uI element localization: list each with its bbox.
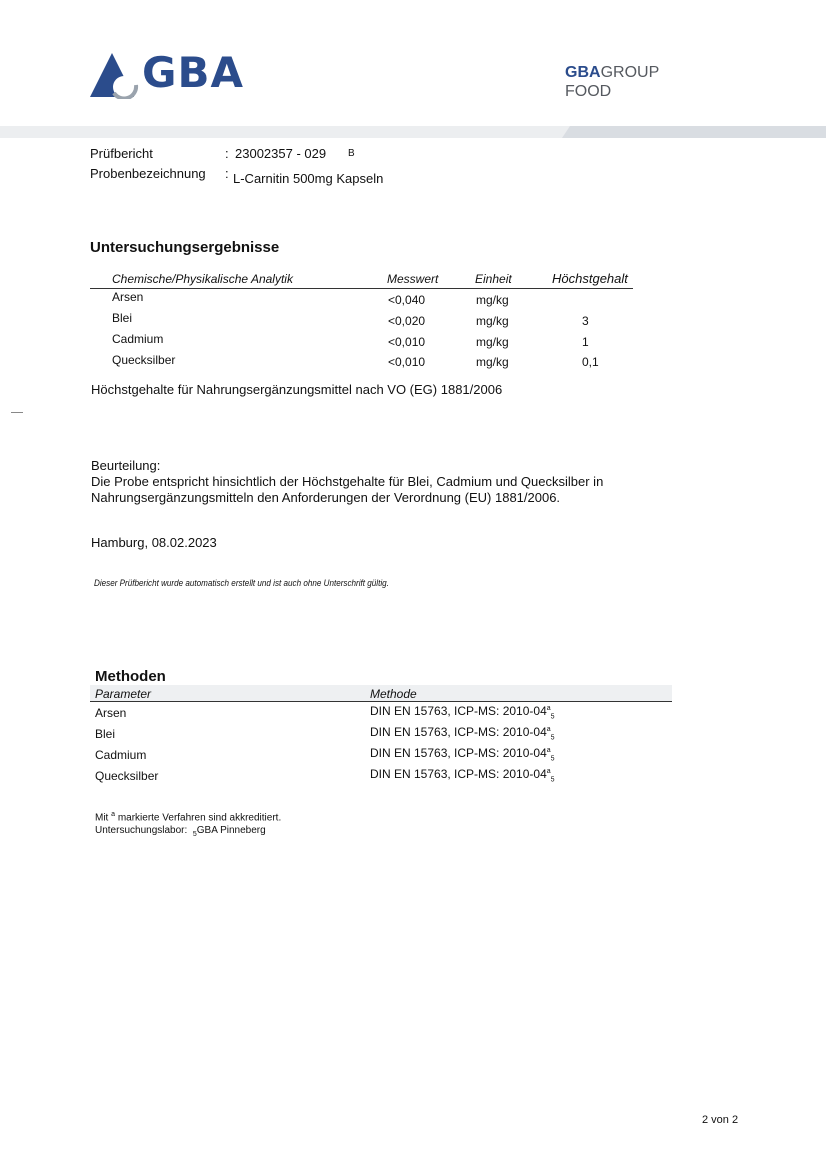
report-number: 23002357 - 029 bbox=[235, 146, 327, 161]
method-param: Arsen bbox=[95, 706, 127, 720]
result-param: Blei bbox=[112, 311, 133, 325]
result-unit: mg/kg bbox=[476, 314, 509, 328]
header-band-accent bbox=[562, 126, 826, 138]
result-value: <0,010 bbox=[388, 335, 426, 349]
gba-group-brand bbox=[565, 64, 659, 82]
result-max: 3 bbox=[582, 314, 589, 328]
group-brand-bold: GBA bbox=[565, 64, 601, 81]
group-division: FOOD bbox=[565, 83, 612, 100]
group-brand-rest: GROUP bbox=[600, 64, 660, 81]
method-param: Blei bbox=[95, 727, 116, 741]
result-unit: mg/kg bbox=[476, 335, 509, 349]
report-suffix: B bbox=[348, 148, 355, 159]
assessment-line-1: Die Probe entspricht hinsichtlich der Höchstgehalte für Blei, Cadmium und Quecksilber in bbox=[91, 474, 604, 489]
method-param: Quecksilber bbox=[95, 769, 159, 783]
auto-generated-note: Dieser Prüfbericht wurde automatisch erstellt und ist auch ohne Unterschrift gültig. bbox=[94, 578, 389, 588]
results-heading: Untersuchungsergebnisse bbox=[90, 239, 280, 256]
gba-logo-text: GBA bbox=[142, 48, 244, 97]
sample-name: L-Carnitin 500mg Kapseln bbox=[233, 171, 384, 186]
gba-logo bbox=[90, 48, 260, 102]
method-text: DIN EN 15763, ICP-MS: $2010-04^a_5$ bbox=[370, 704, 555, 721]
result-unit: mg/kg bbox=[476, 355, 509, 369]
result-value: <0,020 bbox=[388, 314, 426, 328]
col-einheit: Einheit bbox=[475, 272, 512, 286]
separator-1: : bbox=[225, 146, 229, 161]
results-header-rule bbox=[90, 288, 633, 289]
fold-mark bbox=[11, 412, 23, 413]
result-value: <0,040 bbox=[388, 293, 426, 307]
results-note: Höchstgehalte für Nahrungsergänzungsmittel nach VO (EG) 1881/2006 bbox=[91, 382, 503, 397]
assessment-label: Beurteilung: bbox=[91, 458, 161, 473]
result-param: Quecksilber bbox=[112, 353, 176, 367]
label-pruefbericht: Prüfbericht bbox=[90, 146, 153, 161]
col-analytik: Chemische/Physikalische Analytik bbox=[112, 272, 293, 286]
lab-footnote: Untersuchungslabor: $_5$GBA Pinneberg bbox=[95, 825, 266, 838]
col-hoechstgehalt: Höchstgehalt bbox=[552, 271, 628, 286]
method-text: DIN EN 15763, ICP-MS: $2010-04^a_5$ bbox=[370, 767, 555, 784]
method-text: DIN EN 15763, ICP-MS: $2010-04^a_5$ bbox=[370, 725, 555, 742]
result-unit: mg/kg bbox=[476, 293, 509, 307]
result-max: 1 bbox=[582, 335, 589, 349]
method-text: DIN EN 15763, ICP-MS: $2010-04^a_5$ bbox=[370, 746, 555, 763]
result-max: 0,1 bbox=[582, 355, 599, 369]
result-param: Arsen bbox=[112, 290, 144, 304]
methods-heading: Methoden bbox=[95, 668, 166, 685]
method-param: Cadmium bbox=[95, 748, 147, 762]
separator-2: : bbox=[225, 166, 229, 181]
col-messwert: Messwert bbox=[387, 272, 439, 286]
gba-logo-mark-icon bbox=[90, 53, 142, 99]
place-date: Hamburg, 08.02.2023 bbox=[91, 535, 217, 550]
page-number: 2 von 2 bbox=[702, 1114, 739, 1126]
methods-col-parameter: Parameter bbox=[95, 687, 152, 701]
label-probenbezeichnung: Probenbezeichnung bbox=[90, 166, 206, 181]
methods-header-rule bbox=[90, 701, 672, 702]
result-param: Cadmium bbox=[112, 332, 164, 346]
result-value: <0,010 bbox=[388, 355, 426, 369]
accreditation-footnote: Mit $^a$ markierte Verfahren sind akkreditiert. bbox=[95, 811, 282, 824]
assessment-line-2: Nahrungsergänzungsmitteln den Anforderungen der Verordnung (EU) 1881/2006. bbox=[91, 490, 561, 505]
methods-col-methode: Methode bbox=[370, 687, 417, 701]
